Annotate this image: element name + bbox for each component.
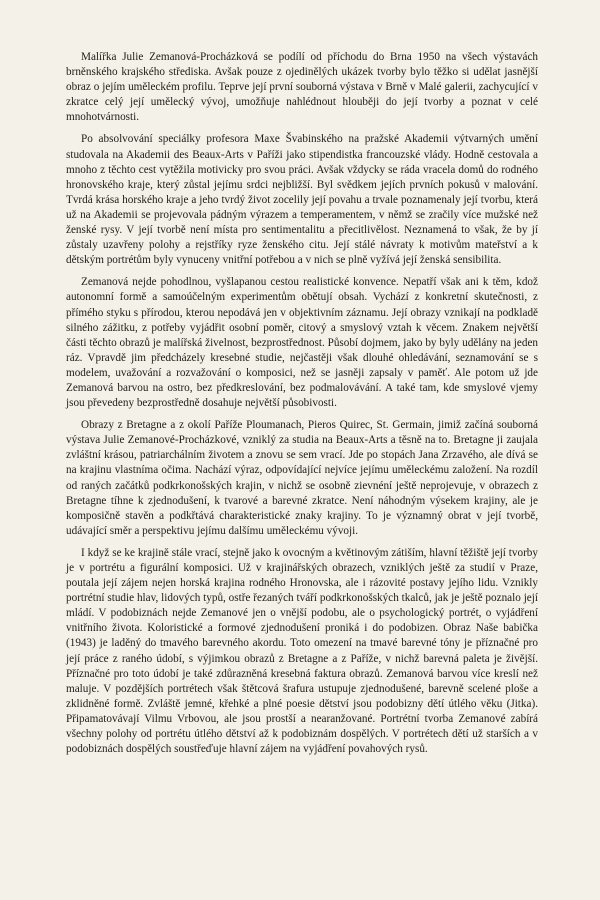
paragraph-2: Po absolvování speciálky profesora Maxe Švabinského na pražské Akademii výtvarných umění studovala na Akademii des Beaux-Arts v Paříži jako stipendistka francouzské vlády. Hodně cestovala a mnoho z těchto cest vytěžila motivicky pro svou práci. Avšak vždycky se ráda vracela domů do rodného hronovského kraje, který zůstal jejímu srdci nejbližší. Byl svědkem jejích prvních pokusů v malování. Tvrdá krása horského kraje a jeho tvrdý život zocelily její povahu a trvale poznamenaly její tvorbu, která už na Akademii se projevovala pádným výrazem a temperamentem, v němž se zračily více mužské než ženské rysy. V její tvorbě není místa pro sentimentalitu a přecitlivělost. Neznamená to však, že by jí zůstaly uzavřeny polohy a rejstříky ryze ženského citu. Její stálé návraty k motivům mateřství a k dětským portrétům byly vynuceny vnitřní potřebou a v nich se plně vyžívá její ženská sensibilita. <box>66 133 538 267</box>
paragraph-4: Obrazy z Bretagne a z okolí Paříže Ploumanach, Pieros Quirec, St. Germain, jimiž začíná souborná výstava Julie Zemanové-Procházkové, vzniklý za studia na Beaux-Arts a těsně na to. Bretagne ji zaujala zvláštní krásou, patriarchálním životem a znovu se sem vrací. Jde po stopách Jana Zrzavého, ale dívá se na krajinu vlastníma očima. Nachází výraz, odpovídající nejvíce jejímu uměleckému založení. Na rozdíl od raných začátků podkrkonošských krajin, v nichž se osobně zievnéní ještě neprojevuje, v obrazech z Bretagne tíhne k zjednodušení, k tvarové a barevné zkratce. Není náhodným výsekem krajiny, ale je komposičně stavěn a podkřtává charakteristické znaky krajiny. To je významný obrat v její tvorbě, udávající směr a perspektivu jejímu dalšímu uměleckému vývoji. <box>66 419 538 537</box>
paragraph-5: I když se ke krajině stále vrací, stejně jako k ovocným a květinovým zátiším, hlavní těžiště její tvorby je v portrétu a figurální komposici. Už v krajinářských obrazech, vzniklých ještě za studií v Praze, poutala její zájem nejen horská krajina rodného Hronovska, ale i rázovité postavy jejího lidu. Vznikly portrétní studie hlav, lidových typů, ostře řezaných tváří podkrkonošských tkalců, jak je ještě poznalo její mládí. V podobiznách nejde Zemanové jen o vnější podobu, ale o psychologický portrét, o vyjádření vnitřního života. Koloristické a formové zjednodušení proniká i do podobizen. Obraz Naše babička (1943) je laděný do tmavého barevného akordu. Toto omezení na tmavé barevné tóny je příznačné pro její práce z raného údobí, s výjimkou obrazů z Bretagne a z Paříže, v nichž barevná paleta je živější. Příznačné pro toto údobí je také zdůrazněná kresebná faktura obrazů. Zemanová barvou více kreslí než maluje. V pozdějších portrétech však štětcová šrafura ustupuje zjednodušené, barevně scelené ploše a zklidněné formě. Zvláště jemné, křehké a plné poesie dětství jsou podobizny dětí útlého věku (Jitka). Připamatovávají Vilmu Vrbovou, ale jsou prostší a nearanžované. Portrétní tvorba Zemanové zabírá všechny polohy od portrétu útlého dětství až k podobiznám dospělých. V portrétech dětí už starších a v podobiznách dospělých soustřeďuje hlavní zájem na vyjádření povahových rysů. <box>66 546 538 756</box>
paragraph-1: Malířka Julie Zemanová-Procházková se podílí od příchodu do Brna 1950 na všech výstavách brněnského krajského střediska. Avšak pouze z ojedinělých ukázek tvorby bylo těžko si udělat jasnější obraz o jejím uměleckém profilu. Teprve její první souborná výstava v Brně v Malé galerii, zachycující v zkratce celý její umělecký vývoj, umožňuje nahlédnout hlouběji do její tvorby a poznat v celé mnohotvárnosti. <box>66 51 538 124</box>
paragraph-3: Zemanová nejde pohodlnou, vyšlapanou cestou realistické konvence. Nepatří však ani k těm, kdož autonomní formě a samoúčelným experimentům obětují obsah. Vychází z konkretní skutečnosti, z přímého styku s přírodou, kterou nepodává jen v objektivním záznamu. Její obrazy vznikají na podkladě silného zážitku, z potřeby vyjádřit osobní poměr, citový a smyslový vztah k věcem. Znakem největší části těchto obrazů je malířská živelnost, bezprostřednost. Působí dojmem, jako by byly udělány na jeden ráz. Vpravdě jim předcházely kresebné studie, nejčastěji však dlouhé ohledávání, seznamování se s modelem, uvažování a rozvažování o komposici, než se jasněji zapsaly v paměť. Ale potom už jde Zemanová barvou na ostro, bez předkreslování, bez podmalovávání. A také tam, kde smyslové vjemy jsou převedeny bezprostředně dosahuje největší působivosti. <box>66 276 538 410</box>
